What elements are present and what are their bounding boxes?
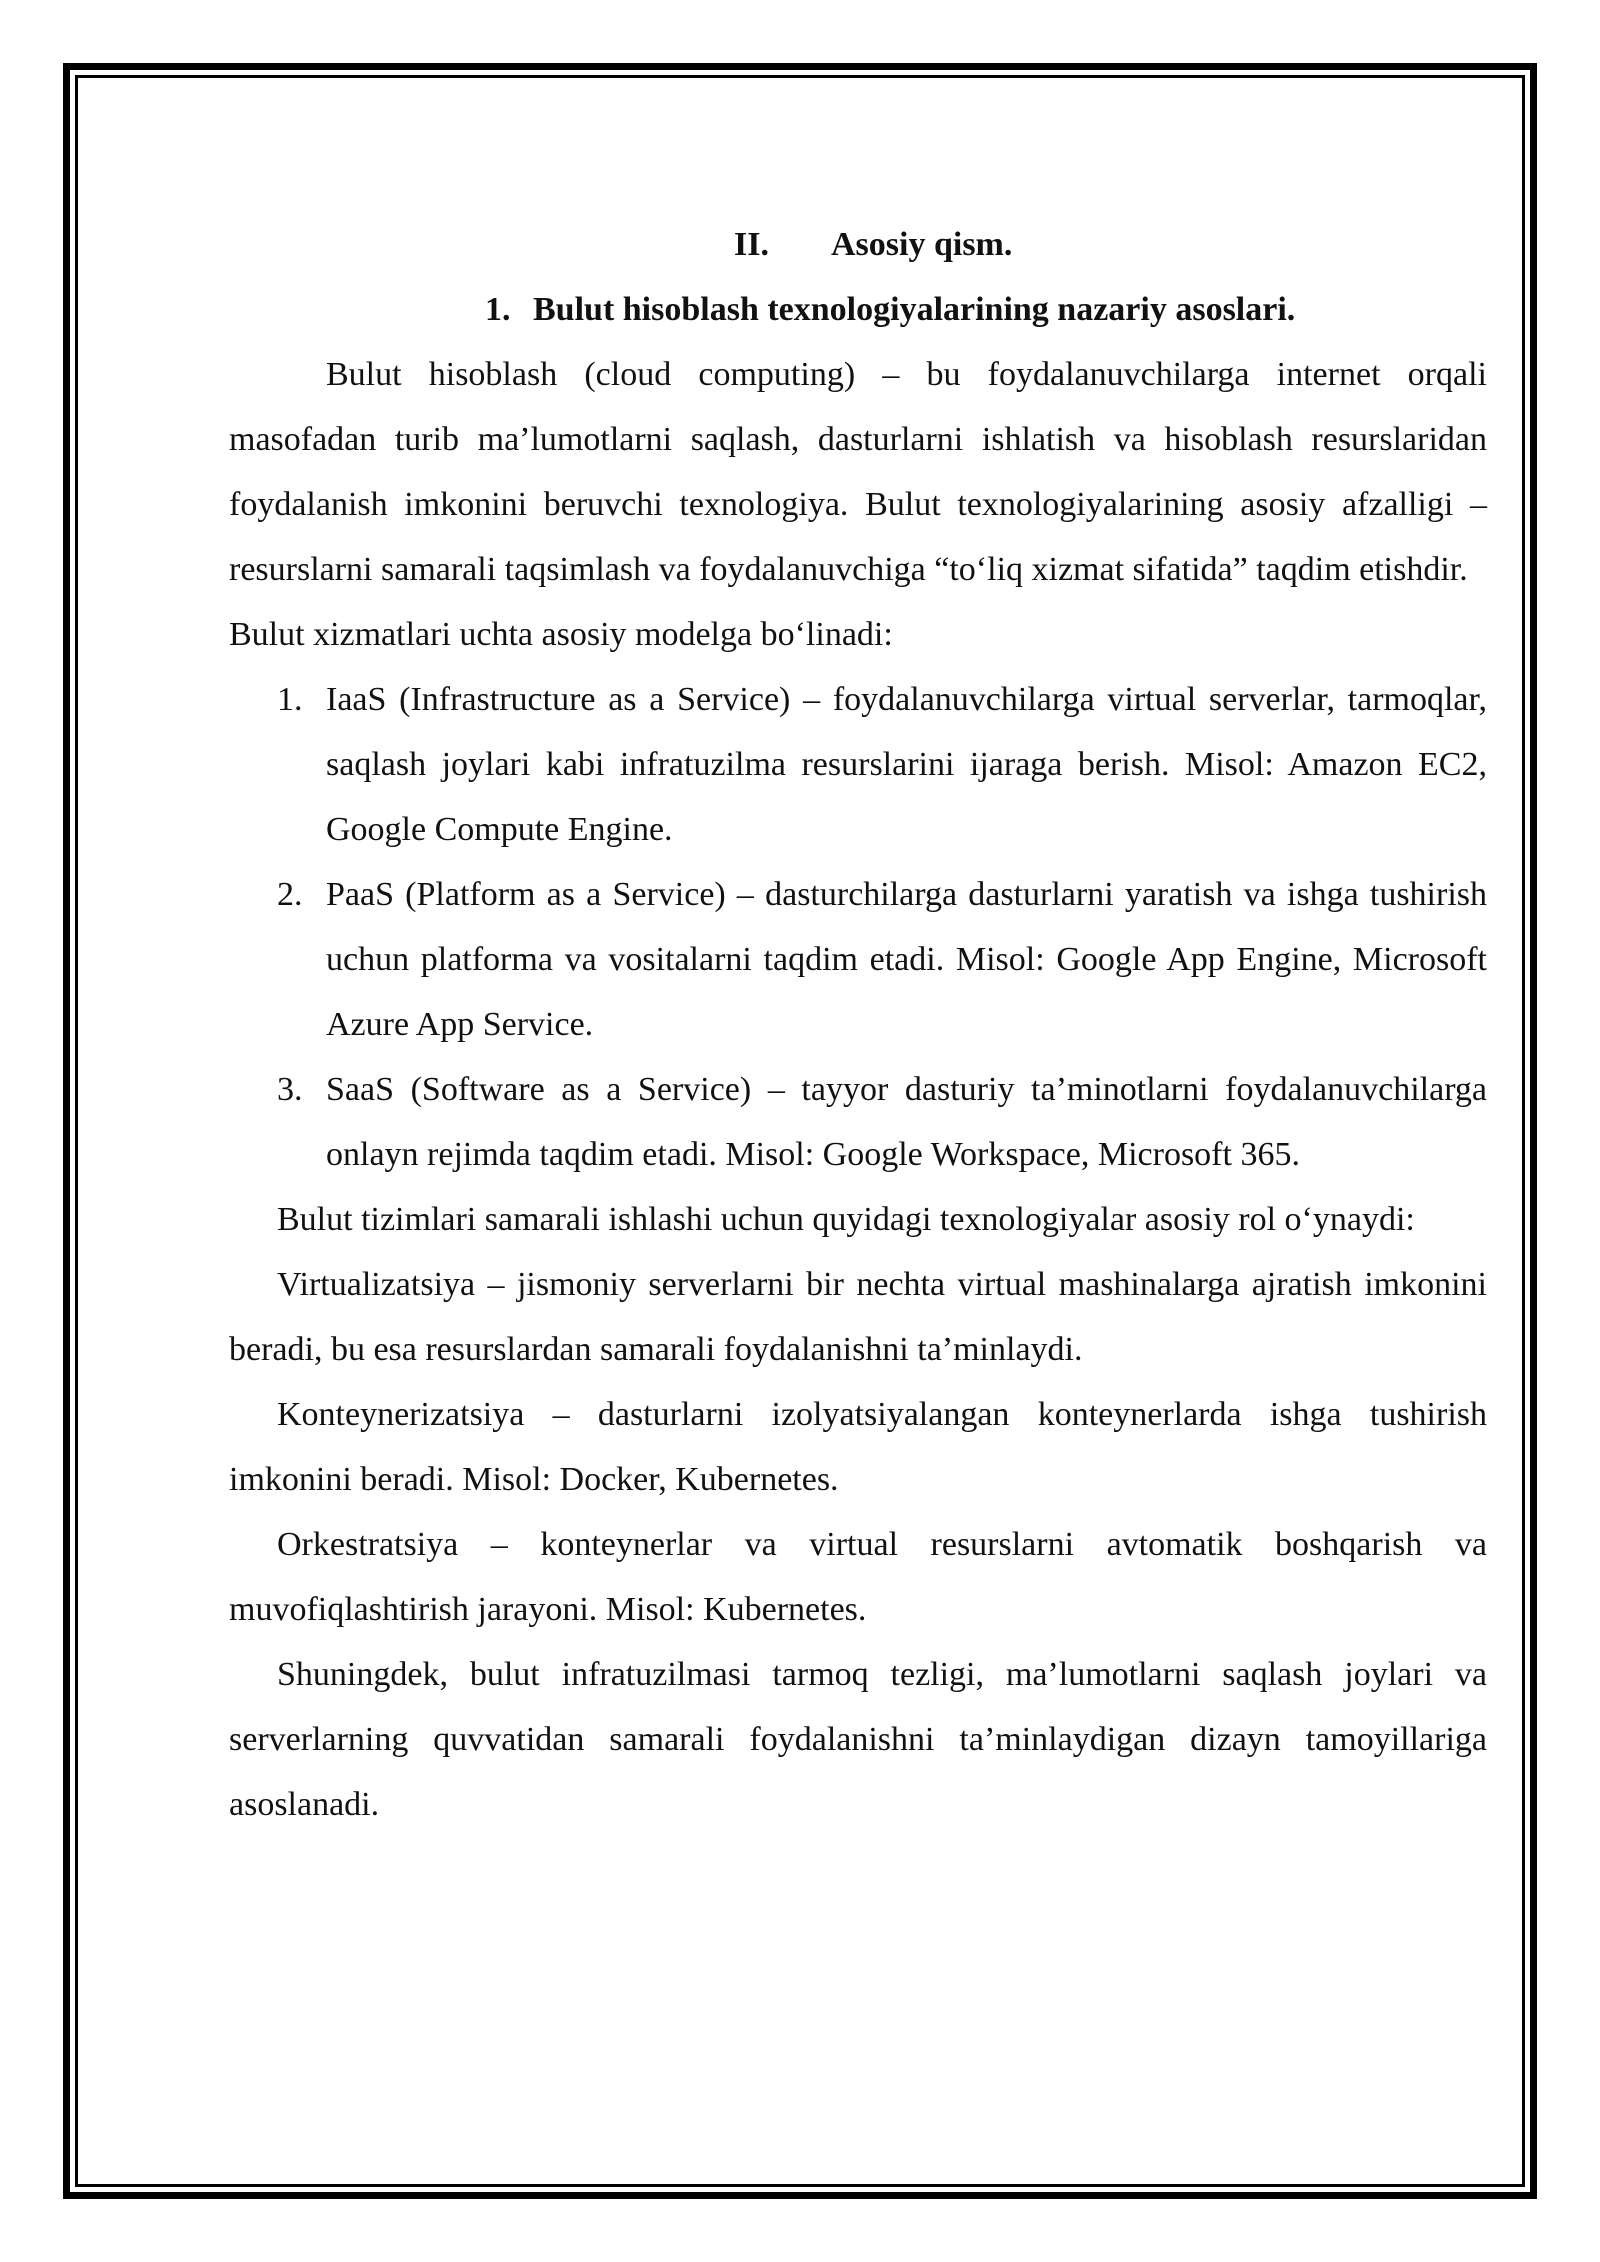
list-item-number: 3. bbox=[277, 1071, 303, 1108]
intro-paragraph: Bulut hisoblash (cloud computing) – bu foydalanuvchilarga internet orqali masofadan turib ma’lumotlarni saqlash, dasturlarni ishlatish va hisoblash resurslaridan foydalanish imkonini beruvchi texnologiya. Bulut texnologiyalarining asosiy afzalligi – resurslarni samarali taqsimlash va foydalanuvchiga “to‘liq xizmat sifatida” taqdim etishdir. bbox=[229, 356, 1487, 588]
list-item bbox=[229, 1057, 1487, 1187]
service-models-list bbox=[229, 667, 1487, 1187]
section-heading bbox=[229, 212, 1487, 277]
list-item-text: IaaS (Infrastructure as a Service) – foydalanuvchilarga virtual serverlar, tarmoqlar, saqlash joylari kabi infratuzilma resurslarini ijaraga berish. Misol: Amazon EC2, Google Compute Engine. bbox=[326, 681, 1487, 848]
models-lead-paragraph: Bulut xizmatlari uchta asosiy modelga bo‘linadi: bbox=[229, 616, 893, 653]
list-item-text: SaaS (Software as a Service) – tayyor dasturiy ta’minotlarni foydalanuvchilarga onlayn rejimda taqdim etadi. Misol: Google Workspace, Microsoft 365. bbox=[326, 1071, 1487, 1173]
subsection-number: 1. bbox=[485, 291, 511, 328]
orchestration-paragraph: Orkestratsiya – konteynerlar va virtual resurslarni avtomatik boshqarish va muvofiqlashtirish jarayoni. Misol: Kubernetes. bbox=[229, 1526, 1487, 1628]
document-body bbox=[229, 212, 1487, 1837]
section-title: Asosiy qism. bbox=[831, 226, 1013, 263]
technologies-lead-paragraph: Bulut tizimlari samarali ishlashi uchun quyidagi texnologiyalar asosiy rol o‘ynaydi: bbox=[277, 1201, 1415, 1238]
subsection-title: Bulut hisoblash texnologiyalarining nazariy asoslari. bbox=[533, 291, 1296, 328]
list-item-number: 1. bbox=[277, 681, 303, 718]
containerization-paragraph: Konteynerizatsiya – dasturlarni izolyatsiyalangan konteynerlarda ishga tushirish imkonini beradi. Misol: Docker, Kubernetes. bbox=[229, 1396, 1487, 1498]
section-number: II. bbox=[734, 226, 769, 263]
list-item-text: PaaS (Platform as a Service) – dasturchilarga dasturlarni yaratish va ishga tushirish uchun platforma va vositalarni taqdim etadi. Misol: Google App Engine, Microsoft Azure App Service. bbox=[326, 876, 1487, 1043]
subsection-heading bbox=[229, 277, 1487, 342]
list-item bbox=[229, 667, 1487, 862]
conclusion-paragraph: Shuningdek, bulut infratuzilmasi tarmoq tezligi, ma’lumotlarni saqlash joylari va serverlarning quvvatidan samarali foydalanishni ta’minlaydigan dizayn tamoyillariga asoslanadi. bbox=[229, 1656, 1487, 1823]
list-item bbox=[229, 862, 1487, 1057]
virtualization-paragraph: Virtualizatsiya – jismoniy serverlarni bir nechta virtual mashinalarga ajratish imkonini beradi, bu esa resurslardan samarali foydalanishni ta’minlaydi. bbox=[229, 1266, 1487, 1368]
list-item-number: 2. bbox=[277, 876, 303, 913]
